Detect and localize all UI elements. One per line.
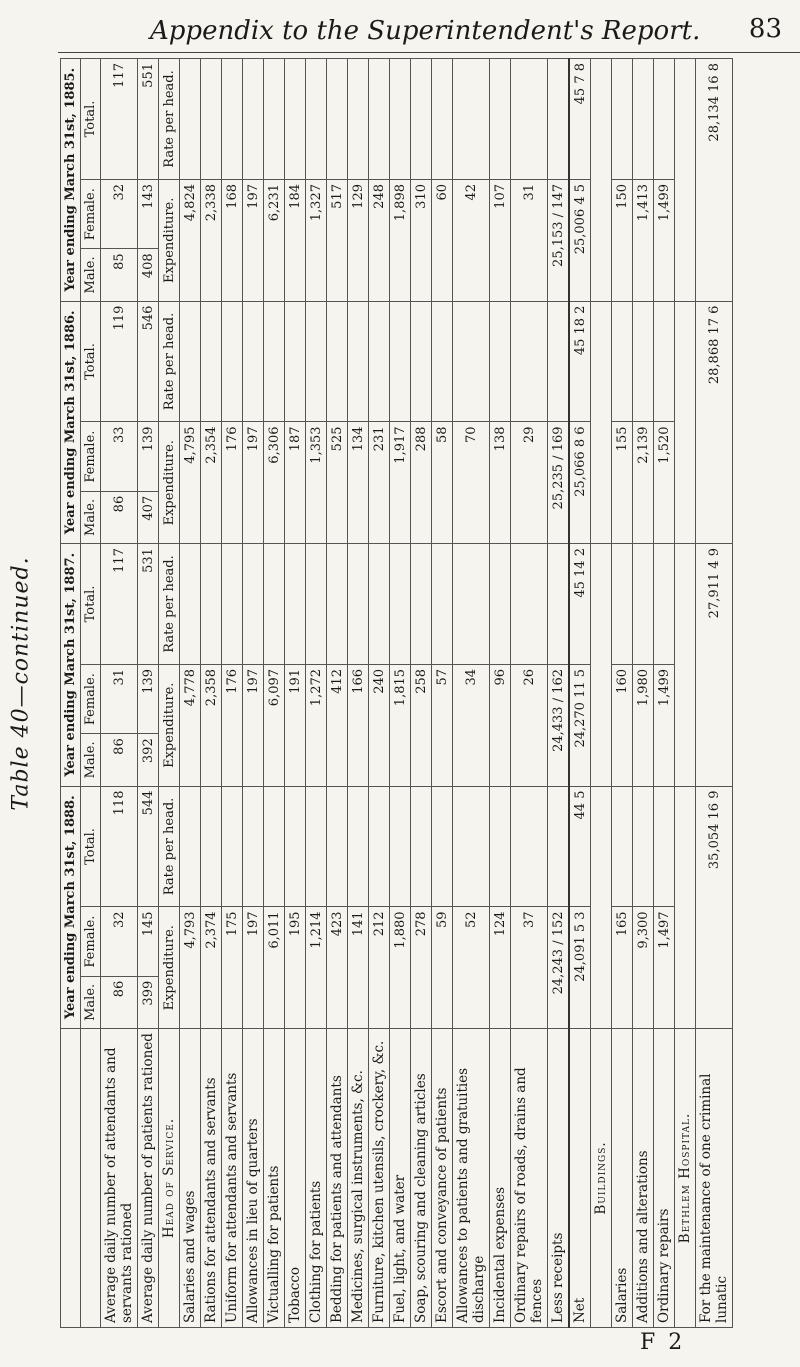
cell-expenditure: 6,097 — [264, 664, 285, 786]
cell-rate — [285, 544, 306, 665]
cell-expenditure: 1,917 — [390, 422, 411, 544]
cell-female-attendants: 33 — [101, 422, 138, 491]
cell-rate — [180, 544, 201, 665]
cell-rate — [612, 59, 633, 180]
cell-expenditure: 278 — [411, 907, 432, 1029]
corner-cell-2 — [81, 1029, 101, 1328]
female-col-header: Female. — [81, 664, 101, 733]
cell-building: 150 — [612, 180, 633, 302]
rate-col-header: Rate per head. — [159, 59, 180, 180]
bethlem-label: Bethlem Hospital. — [675, 1029, 696, 1328]
total-col-header: Total. — [81, 786, 101, 907]
cell-expenditure: 517 — [327, 180, 348, 302]
cell-rate — [654, 786, 675, 907]
cell-building: 155 — [612, 422, 633, 544]
cell-expenditure: 134 — [348, 422, 369, 544]
cell-expenditure: 197 — [243, 180, 264, 302]
cell-rate — [327, 59, 348, 180]
cell-net-total: 25,066 8 6 — [569, 422, 591, 544]
cell-rate — [285, 301, 306, 422]
year-header-0: Year ending March 31st, 1888. — [61, 786, 81, 1028]
cell-rate — [390, 786, 411, 907]
cell-bethlem: 27,911 4 9 — [696, 544, 733, 786]
cell-expenditure: 212 — [369, 907, 390, 1029]
cell-building: 1,520 — [654, 422, 675, 544]
cell-rate — [222, 544, 243, 665]
rate-col-header: Rate per head. — [159, 301, 180, 422]
cell-rate — [264, 786, 285, 907]
total-col-header: Total. — [81, 544, 101, 665]
buildings-label: Buildings. — [591, 1029, 612, 1328]
service-item-label: Rations for attendants and servants — [201, 1029, 222, 1328]
female-col-header: Female. — [81, 180, 101, 249]
cell-building: 1,497 — [654, 907, 675, 1029]
cell-total-attendants: 117 — [101, 59, 138, 180]
expenditure-col-header: Expenditure. — [159, 180, 180, 302]
service-item-label: Victualling for patients — [264, 1029, 285, 1328]
female-col-header: Female. — [81, 907, 101, 976]
table-side-label: Table 40—continued. — [8, 556, 34, 811]
cell-female-patients: 145 — [138, 907, 159, 976]
cell-expenditure: 26 — [511, 664, 548, 786]
cell-expenditure: 1,272 — [306, 664, 327, 786]
cell-rate — [633, 786, 654, 907]
cell-female-patients: 139 — [138, 664, 159, 733]
cell-building: 165 — [612, 907, 633, 1029]
cell-rate — [369, 544, 390, 665]
female-col-header: Female. — [81, 422, 101, 491]
cell-net-total: 25,006 4 5 — [569, 180, 591, 302]
cell-expenditure: 2,358 — [201, 664, 222, 786]
cell-rate — [511, 544, 548, 665]
cell-receipts: 24,243 / 152 — [548, 907, 570, 1029]
cell-net-rate: 45 7 8 — [569, 59, 591, 180]
cell-expenditure: 6,011 — [264, 907, 285, 1029]
cell-expenditure: 1,815 — [390, 664, 411, 786]
year-header-2: Year ending March 31st, 1886. — [61, 301, 81, 543]
cell-rate — [633, 544, 654, 665]
blank-cell — [591, 786, 612, 1028]
cell-rate — [411, 301, 432, 422]
cell-rate — [432, 59, 453, 180]
cell-net-rate: 45 18 2 — [569, 301, 591, 422]
cell-expenditure: 2,338 — [201, 180, 222, 302]
service-item-label: Allowances to patients and gratuities discharge — [453, 1029, 490, 1328]
cell-expenditure: 57 — [432, 664, 453, 786]
header-rule — [58, 52, 800, 53]
cell-rate — [201, 786, 222, 907]
cell-expenditure: 423 — [327, 907, 348, 1029]
cell-expenditure: 525 — [327, 422, 348, 544]
cell-rate — [411, 59, 432, 180]
cell-rate — [222, 786, 243, 907]
cell-expenditure: 168 — [222, 180, 243, 302]
cell-female-attendants: 32 — [101, 180, 138, 249]
cell-expenditure: 129 — [348, 180, 369, 302]
cell-expenditure: 6,231 — [264, 180, 285, 302]
cell-rate — [243, 301, 264, 422]
net-label: Net — [569, 1029, 591, 1328]
cell-building: 1,413 — [633, 180, 654, 302]
cell-rate — [612, 786, 633, 907]
cell-rate — [432, 786, 453, 907]
cell-female-attendants: 31 — [101, 664, 138, 733]
cell-expenditure: 175 — [222, 907, 243, 1029]
cell-expenditure: 59 — [432, 907, 453, 1029]
service-item-label: Escort and conveyance of patients — [432, 1029, 453, 1328]
running-title: Appendix to the Superintendent's Report. — [150, 16, 701, 46]
cell-rate — [390, 544, 411, 665]
cell-rate — [369, 786, 390, 907]
year-header-1: Year ending March 31st, 1887. — [61, 544, 81, 786]
cell-expenditure: 42 — [453, 180, 490, 302]
cell-expenditure: 258 — [411, 664, 432, 786]
cell-rate — [633, 301, 654, 422]
cell-expenditure: 240 — [369, 664, 390, 786]
cell-rate — [264, 301, 285, 422]
cell-total-patients: 551 — [138, 59, 159, 180]
cell-expenditure: 2,374 — [201, 907, 222, 1029]
total-col-header: Total. — [81, 301, 101, 422]
cell-expenditure: 195 — [285, 907, 306, 1029]
cell-rate — [453, 301, 490, 422]
cell-expenditure: 1,327 — [306, 180, 327, 302]
cell-bethlem: 28,868 17 6 — [696, 301, 733, 543]
avg-patients-label: Average daily number of patients rationed — [138, 1029, 159, 1328]
cell-rate — [348, 301, 369, 422]
cell-rate — [511, 786, 548, 907]
cell-expenditure: 176 — [222, 422, 243, 544]
cell-rate — [306, 301, 327, 422]
cell-total-attendants: 119 — [101, 301, 138, 422]
cell-rate — [306, 59, 327, 180]
service-item-label: Uniform for attendants and servants — [222, 1029, 243, 1328]
service-item-label: Medicines, surgical instruments, &c. — [348, 1029, 369, 1328]
year-header-3: Year ending March 31st, 1885. — [61, 59, 81, 302]
cell-expenditure: 31 — [511, 180, 548, 302]
cell-expenditure: 197 — [243, 422, 264, 544]
cell-expenditure: 4,778 — [180, 664, 201, 786]
cell-female-patients: 143 — [138, 180, 159, 249]
cell-receipts: 25,235 / 169 — [548, 422, 570, 544]
cell-rate — [285, 59, 306, 180]
cell-net-rate: 44 5 — [569, 786, 591, 907]
cell-rate — [453, 544, 490, 665]
cell-expenditure: 6,306 — [264, 422, 285, 544]
cell-expenditure: 187 — [285, 422, 306, 544]
cell-expenditure: 166 — [348, 664, 369, 786]
total-col-header: Total. — [81, 59, 101, 180]
cell-net-rate: 45 14 2 — [569, 544, 591, 665]
cell-bethlem: 35,054 16 9 — [696, 786, 733, 1028]
cell-expenditure: 231 — [369, 422, 390, 544]
cell-rate — [490, 786, 511, 907]
cell-receipts: 24,433 / 162 — [548, 664, 570, 786]
head-of-service-label: Head of Service. — [159, 1029, 180, 1328]
cell-total-attendants: 117 — [101, 544, 138, 665]
cell-rate — [511, 59, 548, 180]
cell-rate — [612, 301, 633, 422]
blank-cell — [675, 786, 696, 1028]
cell-expenditure: 1,353 — [306, 422, 327, 544]
cell-expenditure: 310 — [411, 180, 432, 302]
cell-expenditure: 29 — [511, 422, 548, 544]
cell-expenditure: 124 — [490, 907, 511, 1029]
cell-expenditure: 107 — [490, 180, 511, 302]
cell-expenditure: 1,214 — [306, 907, 327, 1029]
cell-female-attendants: 32 — [101, 907, 138, 976]
cell-rate — [243, 544, 264, 665]
cell-male-attendants: 86 — [101, 734, 138, 786]
cell-male-attendants: 86 — [101, 976, 138, 1028]
cell-bethlem: 28,134 16 8 — [696, 59, 733, 302]
service-item-label: Salaries and wages — [180, 1029, 201, 1328]
male-col-header: Male. — [81, 734, 101, 786]
cell-rate — [264, 59, 285, 180]
cell-rate — [264, 544, 285, 665]
building-item-label: Additions and alterations — [633, 1029, 654, 1328]
blank-cell — [591, 301, 612, 543]
cell-male-patients: 399 — [138, 976, 159, 1028]
cell-rate — [411, 786, 432, 907]
cell-rate — [490, 544, 511, 665]
cell-rate — [490, 301, 511, 422]
cell-male-patients: 407 — [138, 491, 159, 543]
cell-receipts: 25,153 / 147 — [548, 180, 570, 302]
cell-male-attendants: 86 — [101, 491, 138, 543]
rate-col-header: Rate per head. — [159, 544, 180, 665]
service-item-label: Tobacco — [285, 1029, 306, 1328]
building-item-label: Ordinary repairs — [654, 1029, 675, 1328]
cell-total-patients: 546 — [138, 301, 159, 422]
cell-expenditure: 34 — [453, 664, 490, 786]
cell-rate — [327, 786, 348, 907]
cell-rate — [243, 59, 264, 180]
service-item-label: Clothing for patients — [306, 1029, 327, 1328]
service-item-label: Ordinary repairs of roads, drains and fences — [511, 1029, 548, 1328]
cell-expenditure: 197 — [243, 907, 264, 1029]
blank-cell — [591, 59, 612, 302]
blank-cell — [675, 301, 696, 543]
cell-expenditure: 58 — [432, 422, 453, 544]
cell-rate — [633, 59, 654, 180]
cell-expenditure: 96 — [490, 664, 511, 786]
cell-rate — [490, 59, 511, 180]
cell-rate — [180, 59, 201, 180]
cell-expenditure: 2,354 — [201, 422, 222, 544]
cell-expenditure: 60 — [432, 180, 453, 302]
cell-rate — [390, 59, 411, 180]
cell-expenditure: 37 — [511, 907, 548, 1029]
cell-rate — [548, 301, 570, 422]
blank-cell — [591, 544, 612, 786]
service-item-label: Fuel, light, and water — [390, 1029, 411, 1328]
cell-rate — [327, 301, 348, 422]
building-item-label: Salaries — [612, 1029, 633, 1328]
cell-rate — [453, 786, 490, 907]
cell-expenditure: 412 — [327, 664, 348, 786]
cell-expenditure: 197 — [243, 664, 264, 786]
cell-expenditure: 138 — [490, 422, 511, 544]
cell-rate — [548, 786, 570, 907]
cell-rate — [411, 544, 432, 665]
cell-male-patients: 408 — [138, 249, 159, 301]
footer-mark: F 2 — [640, 1330, 686, 1355]
cell-expenditure: 70 — [453, 422, 490, 544]
cell-net-total: 24,091 5 3 — [569, 907, 591, 1029]
cell-rate — [180, 301, 201, 422]
cell-rate — [348, 786, 369, 907]
cell-rate — [654, 59, 675, 180]
cell-rate — [243, 786, 264, 907]
cell-total-patients: 531 — [138, 544, 159, 665]
cell-rate — [369, 301, 390, 422]
cell-rate — [548, 544, 570, 665]
cell-rate — [390, 301, 411, 422]
cell-rate — [201, 544, 222, 665]
cell-rate — [453, 59, 490, 180]
cell-expenditure: 288 — [411, 422, 432, 544]
expenditure-col-header: Expenditure. — [159, 907, 180, 1029]
cell-expenditure: 4,824 — [180, 180, 201, 302]
male-col-header: Male. — [81, 249, 101, 301]
cell-male-patients: 392 — [138, 734, 159, 786]
cell-building: 2,139 — [633, 422, 654, 544]
cell-total-attendants: 118 — [101, 786, 138, 907]
cell-rate — [222, 301, 243, 422]
cell-rate — [432, 544, 453, 665]
cell-expenditure: 1,880 — [390, 907, 411, 1029]
cell-net-total: 24,270 11 5 — [569, 664, 591, 786]
cell-rate — [201, 301, 222, 422]
cell-rate — [432, 301, 453, 422]
cell-rate — [201, 59, 222, 180]
cell-male-attendants: 85 — [101, 249, 138, 301]
service-item-label: Bedding for patients and attendants — [327, 1029, 348, 1328]
rate-col-header: Rate per head. — [159, 786, 180, 907]
cell-building: 9,300 — [633, 907, 654, 1029]
cell-rate — [348, 544, 369, 665]
blank-cell — [675, 59, 696, 302]
service-item-label: Allowances in lieu of quarters — [243, 1029, 264, 1328]
cell-building: 1,499 — [654, 664, 675, 786]
cell-building: 160 — [612, 664, 633, 786]
cell-expenditure: 176 — [222, 664, 243, 786]
cell-expenditure: 52 — [453, 907, 490, 1029]
cell-expenditure: 4,795 — [180, 422, 201, 544]
service-item-label: Incidental expenses — [490, 1029, 511, 1328]
male-col-header: Male. — [81, 976, 101, 1028]
cell-rate — [511, 301, 548, 422]
less-receipts-label: Less receipts — [548, 1029, 570, 1328]
cell-building: 1,499 — [654, 180, 675, 302]
cell-expenditure: 184 — [285, 180, 306, 302]
cell-rate — [654, 544, 675, 665]
expenditure-col-header: Expenditure. — [159, 664, 180, 786]
table-stage — [60, 58, 800, 1328]
bethlem-item-label: For the maintenance of one criminal lunatic — [696, 1029, 733, 1328]
cell-expenditure: 1,898 — [390, 180, 411, 302]
male-col-header: Male. — [81, 491, 101, 543]
expenditure-col-header: Expenditure. — [159, 422, 180, 544]
avg-attendants-label: Average daily number of attendants and servants rationed — [101, 1029, 138, 1328]
cell-rate — [548, 59, 570, 180]
cell-rate — [327, 544, 348, 665]
service-item-label: Soap, scouring and cleaning articles — [411, 1029, 432, 1328]
expenditure-table — [60, 58, 733, 1328]
corner-cell — [61, 1029, 81, 1328]
cell-rate — [612, 544, 633, 665]
rotated-table — [60, 58, 800, 1328]
cell-rate — [306, 544, 327, 665]
cell-rate — [306, 786, 327, 907]
cell-expenditure: 141 — [348, 907, 369, 1029]
cell-total-patients: 544 — [138, 786, 159, 907]
cell-expenditure: 4,793 — [180, 907, 201, 1029]
cell-rate — [654, 301, 675, 422]
cell-rate — [285, 786, 306, 907]
cell-female-patients: 139 — [138, 422, 159, 491]
cell-rate — [369, 59, 390, 180]
cell-building: 1,980 — [633, 664, 654, 786]
cell-rate — [180, 786, 201, 907]
cell-expenditure: 248 — [369, 180, 390, 302]
blank-cell — [675, 544, 696, 786]
page-number: 83 — [748, 14, 782, 44]
service-item-label: Furniture, kitchen utensils, crockery, &c. — [369, 1029, 390, 1328]
cell-rate — [348, 59, 369, 180]
cell-expenditure: 191 — [285, 664, 306, 786]
cell-rate — [222, 59, 243, 180]
